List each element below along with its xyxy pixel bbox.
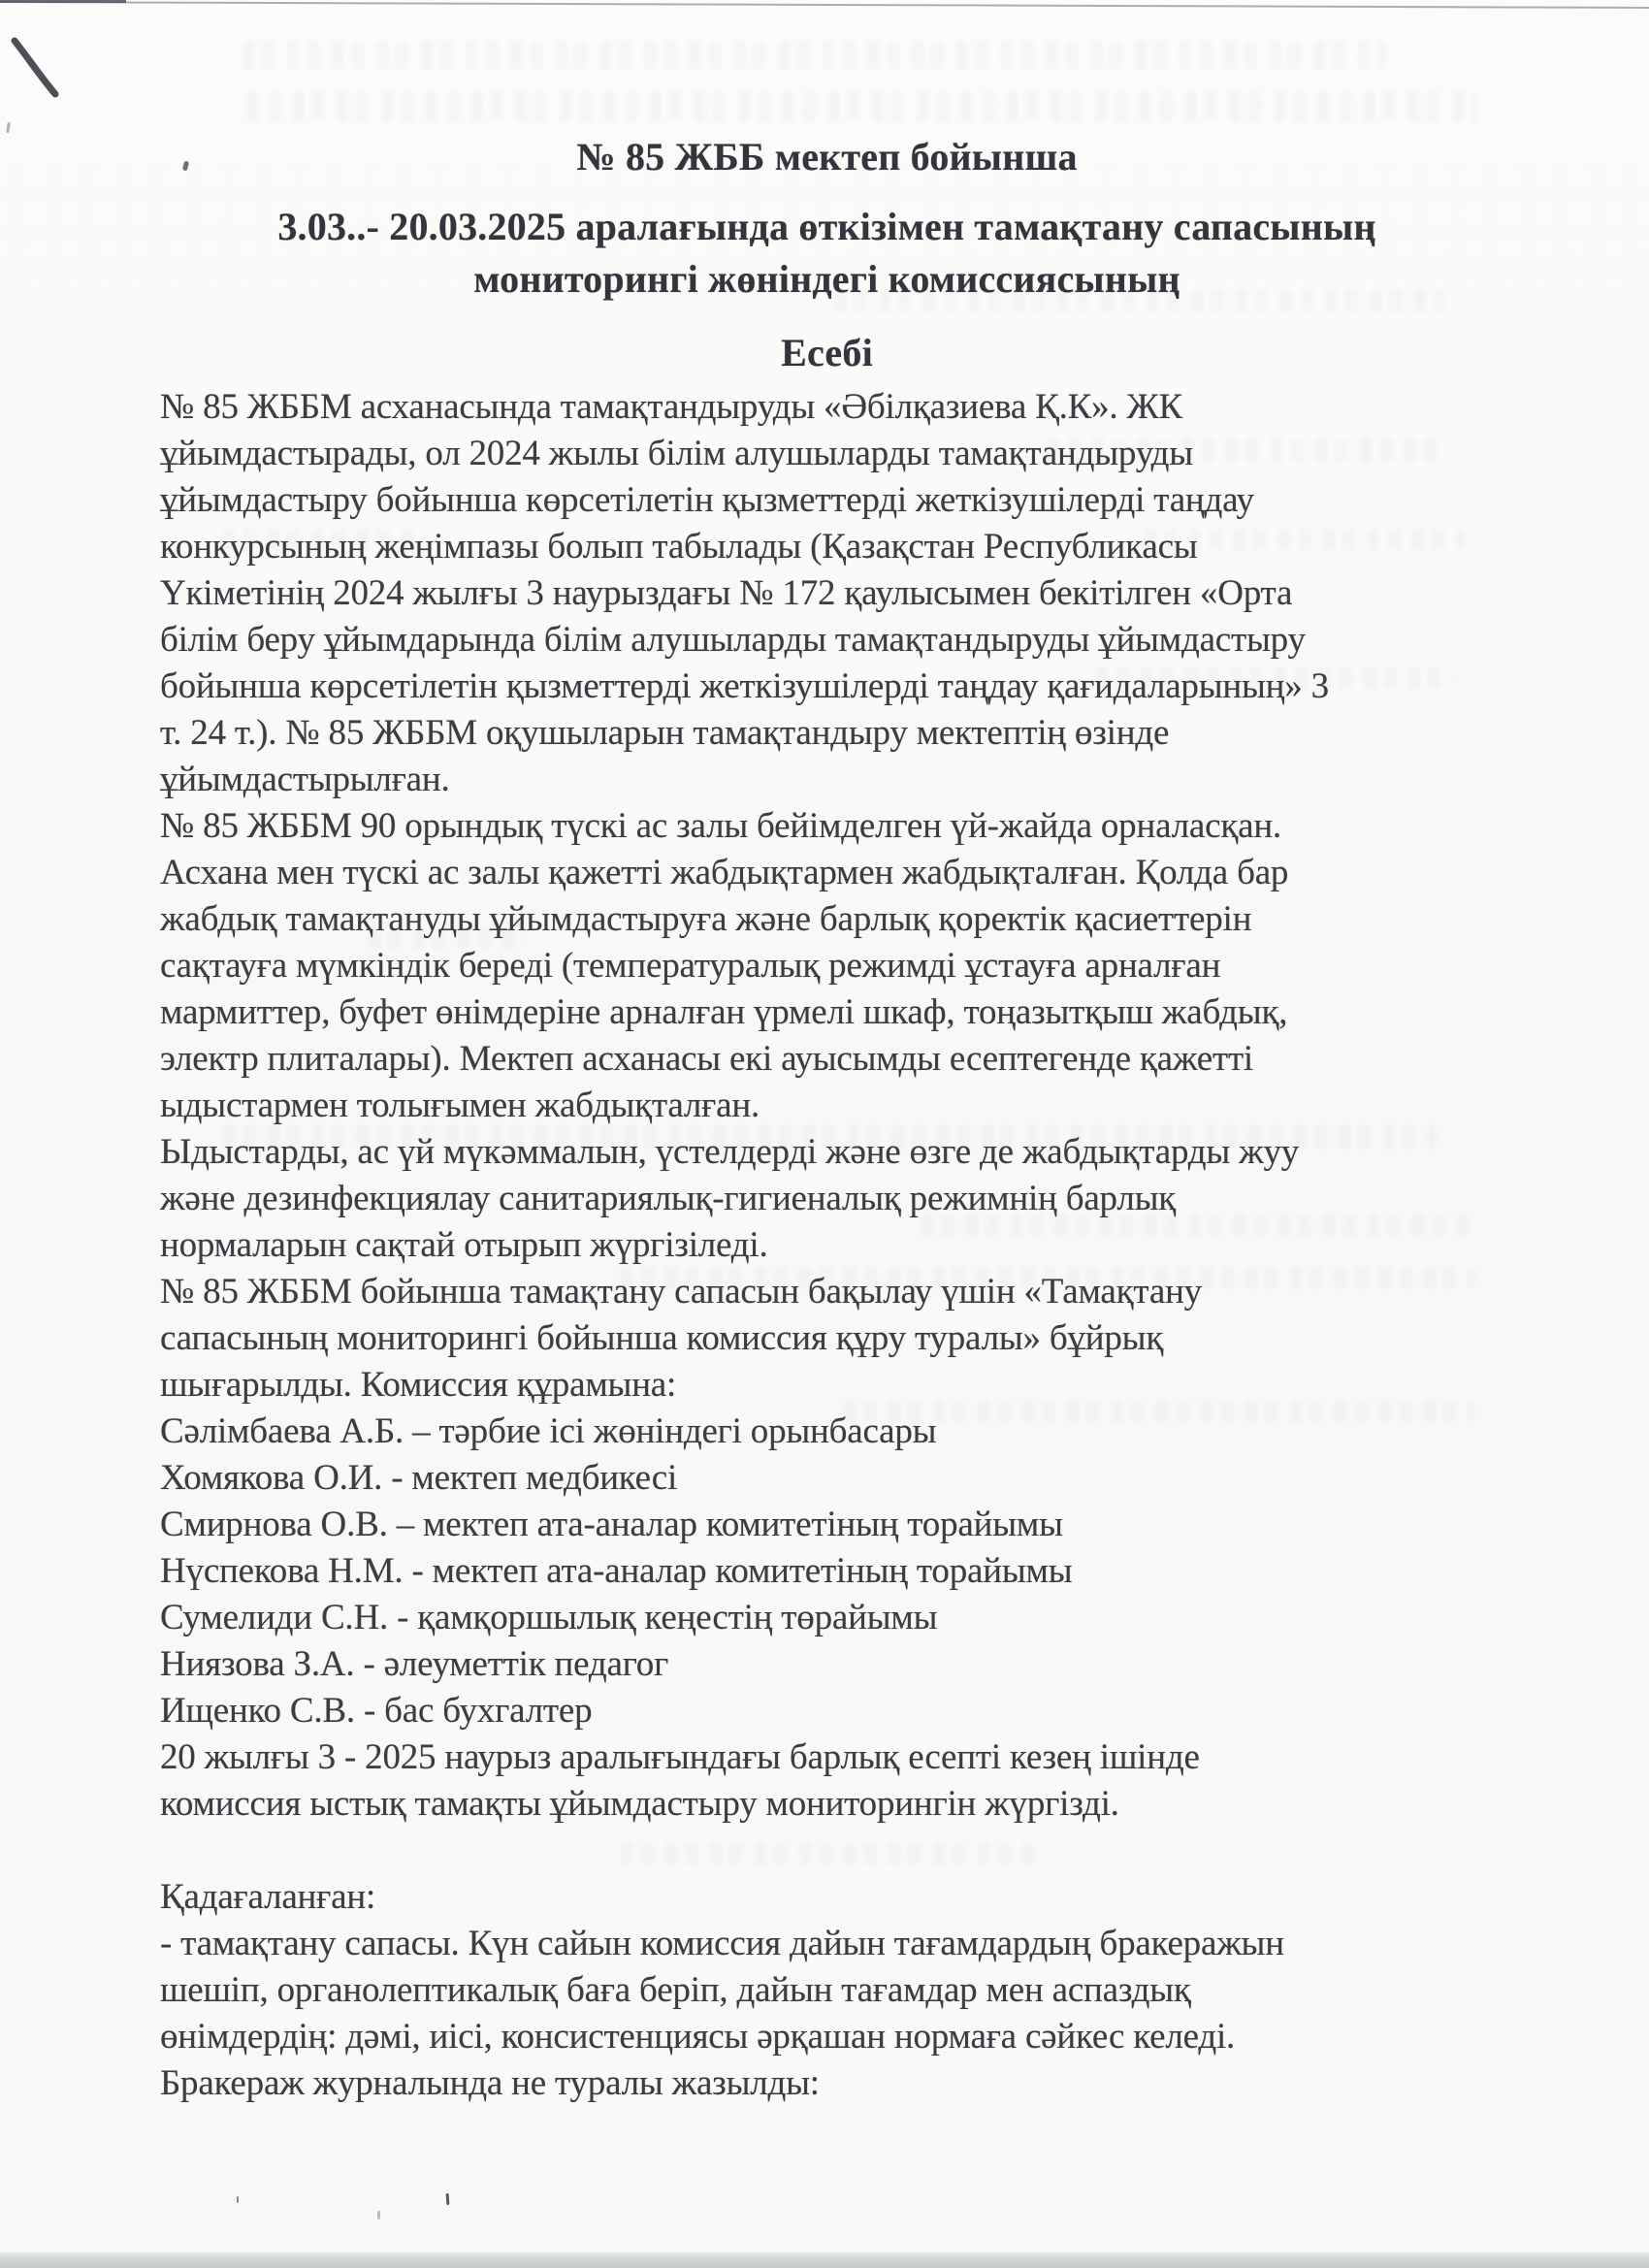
document-text-line: мармиттер, буфет өнімдеріне арналған үрмелі шкаф, тоңазытқыш жабдық,	[160, 992, 1288, 1032]
document-text-line: 20 жылғы 3 - 2025 наурыз аралығындағы барлық есепті кезең ішінде	[160, 1737, 1200, 1777]
document-text-line: және дезинфекциялау санитариялық-гигиеналық режимнің барлық	[160, 1179, 1177, 1218]
dust-speck	[237, 2196, 239, 2203]
document-text-line: бойынша көрсетілетін қызметтерді жеткізушілерді таңдау қағидаларының» 3	[160, 666, 1329, 706]
document-text-line: Үкіметінің 2024 жылғы 3 наурыздағы № 172 қаулысымен бекітілген «Орта	[160, 573, 1293, 613]
dust-speck	[377, 2211, 380, 2219]
document-text-line: сапасының мониторингі бойынша комиссия құру туралы» бұйрық	[160, 1318, 1164, 1358]
document-text-line: электр плиталары). Мектеп асханасы екі ауысымды есептегенде қажетті	[160, 1039, 1253, 1079]
document-text-line: Сәлімбаева А.Б. – тәрбие ісі жөніндегі орынбасары	[160, 1411, 937, 1451]
document-body	[160, 384, 1513, 2107]
document-text-line: № 85 ЖББМ 90 орындық түскі ас залы бейімделген үй-жайда орналасқан.	[160, 806, 1281, 846]
document-text-line: Ниязова З.А. - әлеуметтік педагог	[160, 1644, 669, 1684]
document-text-line: Асхана мен түскі ас залы қажетті жабдықтармен жабдықталған. Қолда бар	[160, 853, 1289, 892]
scanner-edge-dark-segment	[0, 0, 126, 3]
document-text-line: ыдыстармен толығымен жабдықталған.	[160, 1085, 760, 1125]
document-text-line	[160, 1828, 1513, 1874]
document-text-line: - тамақтану сапасы. Күн сайын комиссия дайын тағамдардың бракеражын	[160, 1924, 1284, 1963]
document-text-line: Хомякова О.И. - мектеп медбикесі	[160, 1458, 678, 1498]
document-text-line: жабдық тамақтануды ұйымдастыруға және барлық қоректік қасиеттерін	[160, 899, 1252, 939]
document-text-line: конкурсының жеңімпазы болып табылады (Қазақстан Республикасы	[160, 527, 1198, 567]
document-text-line: № 85 ЖББМ асханасында тамақтандыруды «Әбілқазиева Қ.К». ЖК	[160, 387, 1182, 427]
document-text-line: шығарылды. Комиссия құрамына:	[160, 1365, 677, 1405]
document-text-line: Қадағаланған:	[160, 1877, 376, 1917]
document-text-line: өнімдердің: дәмі, иісі, консистенциясы әрқашан нормаға сәйкес келеді.	[160, 2017, 1236, 2057]
document-text-line: ұйымдастырылған.	[160, 760, 450, 799]
document-text-line: ұйымдастырады, ол 2024 жылы білім алушыларды тамақтандыруды	[160, 434, 1193, 473]
document-header	[160, 0, 1494, 376]
document-text-line: Смирнова О.В. – мектеп ата-аналар комитетіның торайымы	[160, 1505, 1063, 1544]
document-text-line: шешіп, органолептикалық баға беріп, дайын тағамдар мен аспаздық	[160, 1970, 1191, 2010]
document-text-line: т. 24 т.). № 85 ЖББМ оқушыларын тамақтандыру мектептің өзінде	[160, 713, 1170, 753]
document-text-line: Сумелиди С.Н. - қамқоршылық кеңестің төрайымы	[160, 1598, 938, 1637]
document-text-line: Ыдыстарды, ас үй мүкәммалын, үстелдерді және өзге де жабдықтарды жуу	[160, 1132, 1300, 1172]
document-text-line: комиссия ыстық тамақты ұйымдастыру мониторингін жүргізді.	[160, 1784, 1119, 1824]
scanner-bottom-strip	[0, 2252, 1649, 2268]
dust-speck	[446, 2193, 450, 2205]
document-title-line-3: мониторингі жөніндегі комиссиясының	[473, 257, 1180, 301]
document-title-line-2: 3.03..- 20.03.2025 аралағында өткізімен тамақтану сапасының	[277, 205, 1376, 248]
document-text-line: нормаларын сақтай отырып жүргізіледі.	[160, 1225, 768, 1265]
document-text-line: Нүспекова Н.М. - мектеп ата-аналар комитетіның торайымы	[160, 1551, 1073, 1591]
document-text-line: білім беру ұйымдарында білім алушыларды тамақтандыруды ұйымдастыру	[160, 620, 1306, 660]
document-text-line: № 85 ЖББМ бойынша тамақтану сапасын бақылау үшін «Тамақтану	[160, 1272, 1202, 1312]
report-heading: Есебі	[781, 331, 873, 374]
document-title-line-1: № 85 ЖББ мектеп бойынша	[576, 135, 1078, 178]
document-text-line: ұйымдастыру бойынша көрсетілетін қызметтерді жеткізушілерді таңдау	[160, 480, 1254, 520]
pen-stroke-mark	[0, 29, 87, 146]
document-text-line: сақтауға мүмкіндік береді (температуралық режимді ұстауға арналған	[160, 946, 1221, 986]
document-text-line: Бракераж журналында не туралы жазылды:	[160, 2063, 820, 2103]
document-text-line: Ищенко С.В. - бас бухгалтер	[160, 1691, 593, 1731]
